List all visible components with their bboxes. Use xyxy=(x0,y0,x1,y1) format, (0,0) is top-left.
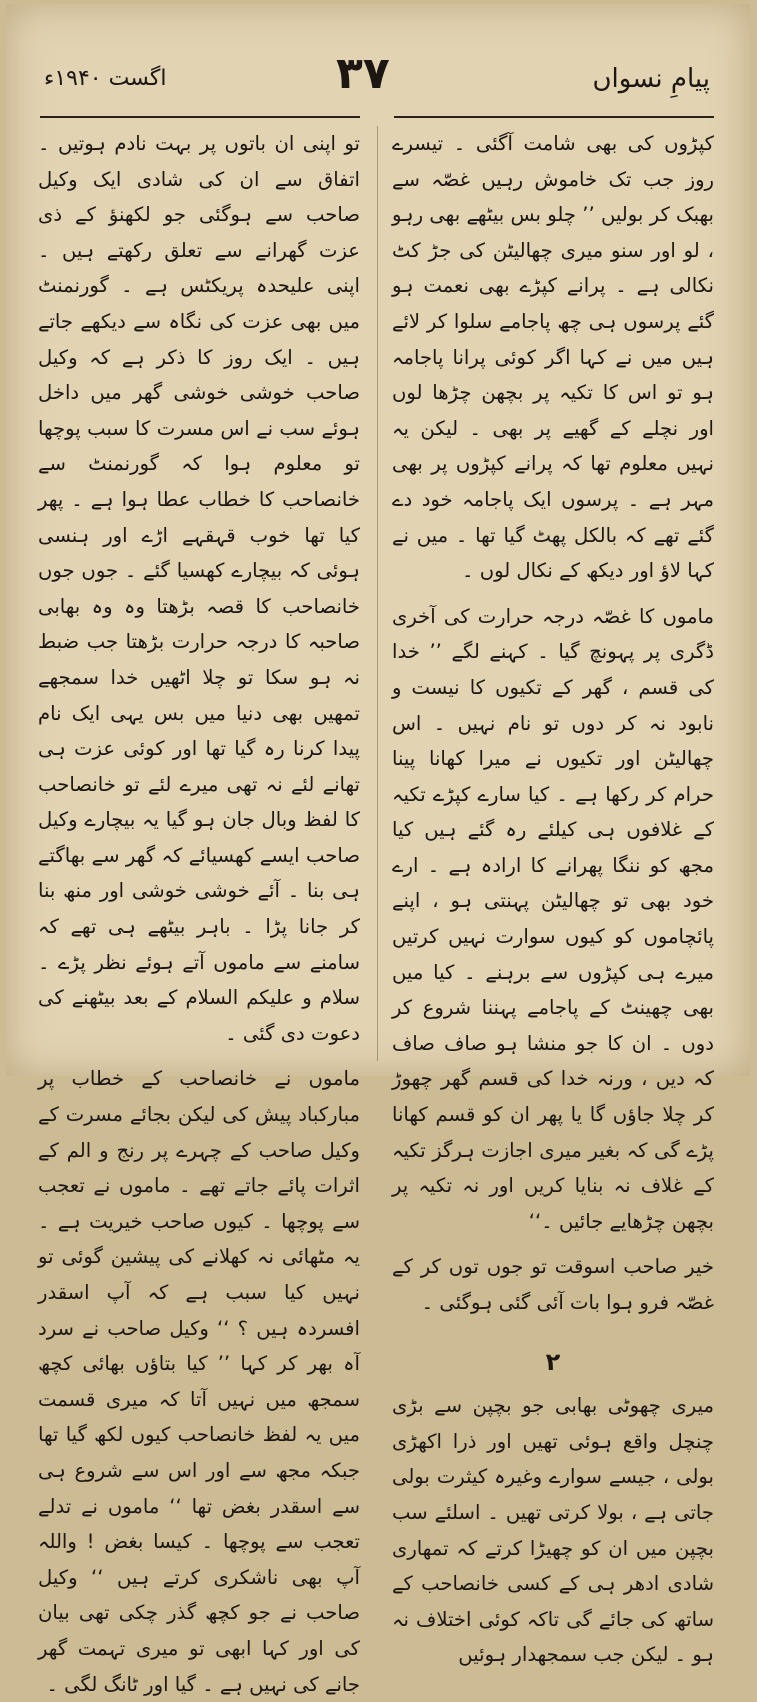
paragraph: ماموں نے خانصاحب کے خطاب پر مبارکباد پیش کی لیکن بجائے مسرت کے وکیل صاحب کے چہرے پر رنج و الم کے اثرات پائے جاتے تھے ۔ ماموں نے تعجب سے پوچھا ۔ کیوں صاحب خیریت ہے ۔ یہ مٹھائی نہ کھلانے کی پیشین گوئی تو نہیں کیا سبب ہے کہ آپ اسقدر افسردہ ہیں ؟ ‘‘ وکیل صاحب نے سرد آہ بھر کر کہا ’’ کیا بتاؤں بھائی کچھ سمجھ میں نہیں آتا کہ میری قسمت میں یہ لفظ خانصاحب کیوں لکھ گیا تھا جبکہ مجھ سے اور اس سے شروع ہی سے اسقدر بغض تھا ‘‘ ماموں نے تدلے تعجب سے پوچھا ۔ کیسا بغض ! واللہ آپ بھی ناشکری کرتے ہیں ‘‘ وکیل صاحب نے جو کچھ گذر چکی تھی بیان کی اور کہا ابھی تو میری تہمت گھر جانے کی نہیں ہے ۔ گیا اور ٹانگ لگی ۔ xyxy=(38,1067,360,1696)
header-rule-left xyxy=(40,116,360,118)
magazine-title: پیامِ نسواں xyxy=(592,64,710,94)
paragraph: خیر صاحب اسوقت تو جوں توں کر کے غصّہ فرو ہوا بات آئی گئی ہوگئی ۔ xyxy=(392,1255,714,1314)
page-number: ۳۷ xyxy=(336,48,390,99)
paragraph: کپڑوں کی بھی شامت آگئی ۔ تیسرے روز جب تک خاموش رہیں غصّہ سے بھبک کر بولیں ’’ چلو بس بیٹھے بھی رہو ، لو اور سنو میری چھالیٹن کی جڑ کٹ نکالی ہے ۔ پرانے کپڑے بھی نعمت ہو گئے پرسوں ہی چھ پاجامے سلوا کر لائے ہیں میں نے کہا اگر کوئی پرانا پاجامہ ہو تو اس کا تکیہ پر بچھن چڑھا لوں اور نچلے کے گھیے پر بھی ۔ لیکن یہ نہیں معلوم تھا کہ پرانے کپڑوں پر بھی مہر ہے ۔ پرسوں ایک پاجامہ خود دے گئے تھے کہ بالکل پھٹ گیا تھا ۔ میں نے کہا لاؤ اور دیکھ کے نکال لوں ۔ xyxy=(392,132,714,583)
issue-date: اگست ۱۹۴۰ء xyxy=(44,66,167,91)
paragraph: تو اپنی ان باتوں پر بہت نادم ہوتیں ۔ اتفاق سے ان کی شادی ایک وکیل صاحب سے ہوگئی جو لکھنؤ کے ذی عزت گھرانے سے تعلق رکھتے ہیں ۔ اپنی علیحدہ پریکٹس ہے ۔ گورنمنٹ میں بھی عزت کی نگاہ سے دیکھے جاتے ہیں ۔ ایک روز کا ذکر ہے کہ وکیل صاحب خوشی خوشی گھر میں داخل ہوئے سب نے اس مسرت کا سبب پوچھا تو معلوم ہوا کہ گورنمنٹ سے خانصاحب کا خطاب عطا ہوا ہے ۔ پھر کیا تھا خوب قہقہے اڑے اور ہنسی ہوئی کہ بیچارے کھسیا گئے ۔ جوں جوں خانصاحب کا قصہ بڑھتا وہ وہ بھابی صاحبہ کا درجہ حرارت بڑھتا جب ضبط نہ ہو سکا تو چلا اٹھیں خدا سمجھے تمھیں بھی دنیا میں بس یہی ایک نام پیدا کرنا رہ گیا تھا اور کوئی عزت ہی تھانے لئے نہ تھی میرے لئے تو خانصاحب کا لفظ وبال جان ہو گیا یہ بیچارے وکیل صاحب ایسے کھسیائے کہ گھر سے بھاگتے ہی بنا ۔ آئے خوشی خوشی اور منھ بنا کر جانا پڑا ۔ باہر بیٹھے ہی تھے کہ سامنے سے ماموں آتے ہوئے نظر پڑے ۔ سلام و علیکم السلام کے بعد بیٹھنے کی دعوت دی گئی ۔ xyxy=(38,132,360,1045)
page-header xyxy=(6,4,750,120)
paragraph: میری چھوٹی بھابی جو بچپن سے بڑی چنچل واقع ہوئی تھیں اور ذرا اکھڑی بولی ، جیسے سوارے وغیرہ کیثرت بولی جاتی ہے ، بولا کرتی تھیں ۔ اسلئے سب بچپن میں ان کو چھیڑا کرتے کہ تمھاری شادی ادھر ہی کے کسی خانصاحب کے ساتھ کی جائے گی تاکہ کوئی اختلاف نہ ہو ۔ لیکن جب سمجھدار ہوئیں xyxy=(392,1394,714,1667)
left-column xyxy=(38,126,360,1702)
column-divider xyxy=(377,126,378,1061)
section-number: ۲ xyxy=(545,1347,561,1376)
book-page xyxy=(6,4,750,1696)
paragraph: ماموں کا غصّہ درجہ حرارت کی آخری ڈگری پر پہونچ گیا ۔ کہنے لگے ’’ خدا کی قسم ، گھر کے تکیوں کا نیست و نابود نہ کر دوں تو نام نہیں ۔ اس چھالیٹن اور تکیوں نے میرا کھانا پینا حرام کر رکھا ہے ۔ کیا سارے کپڑے تکیہ کے غلافوں ہی کیلئے رہ گئے ہیں کیا مجھ کو ننگا پھرانے کا ارادہ ہے ۔ ارے خود بھی تو چھالیٹن پہنتی ہو ، اپنے پائچاموں کو کیوں سوارت نہیں کرتیں میرے ہی کپڑوں سے برہنے ۔ کیا میں بھی چھینٹ کے پاجامے پہننا شروع کر دوں ۔ ان کا جو منشا ہو صاف صاف کہ دیں ، ورنہ خدا کی قسم گھر چھوڑ کر چلا جاؤں گا یا پھر ان کو قسم کھانا پڑے گی کہ بغیر میری اجازت ہرگز تکیہ کے غلاف نہ بنایا کریں اور نہ تکیہ پر بچھن چڑھایے جائیں ۔‘‘ xyxy=(392,604,714,1233)
header-rule-right xyxy=(394,116,714,118)
right-column xyxy=(392,126,714,1673)
